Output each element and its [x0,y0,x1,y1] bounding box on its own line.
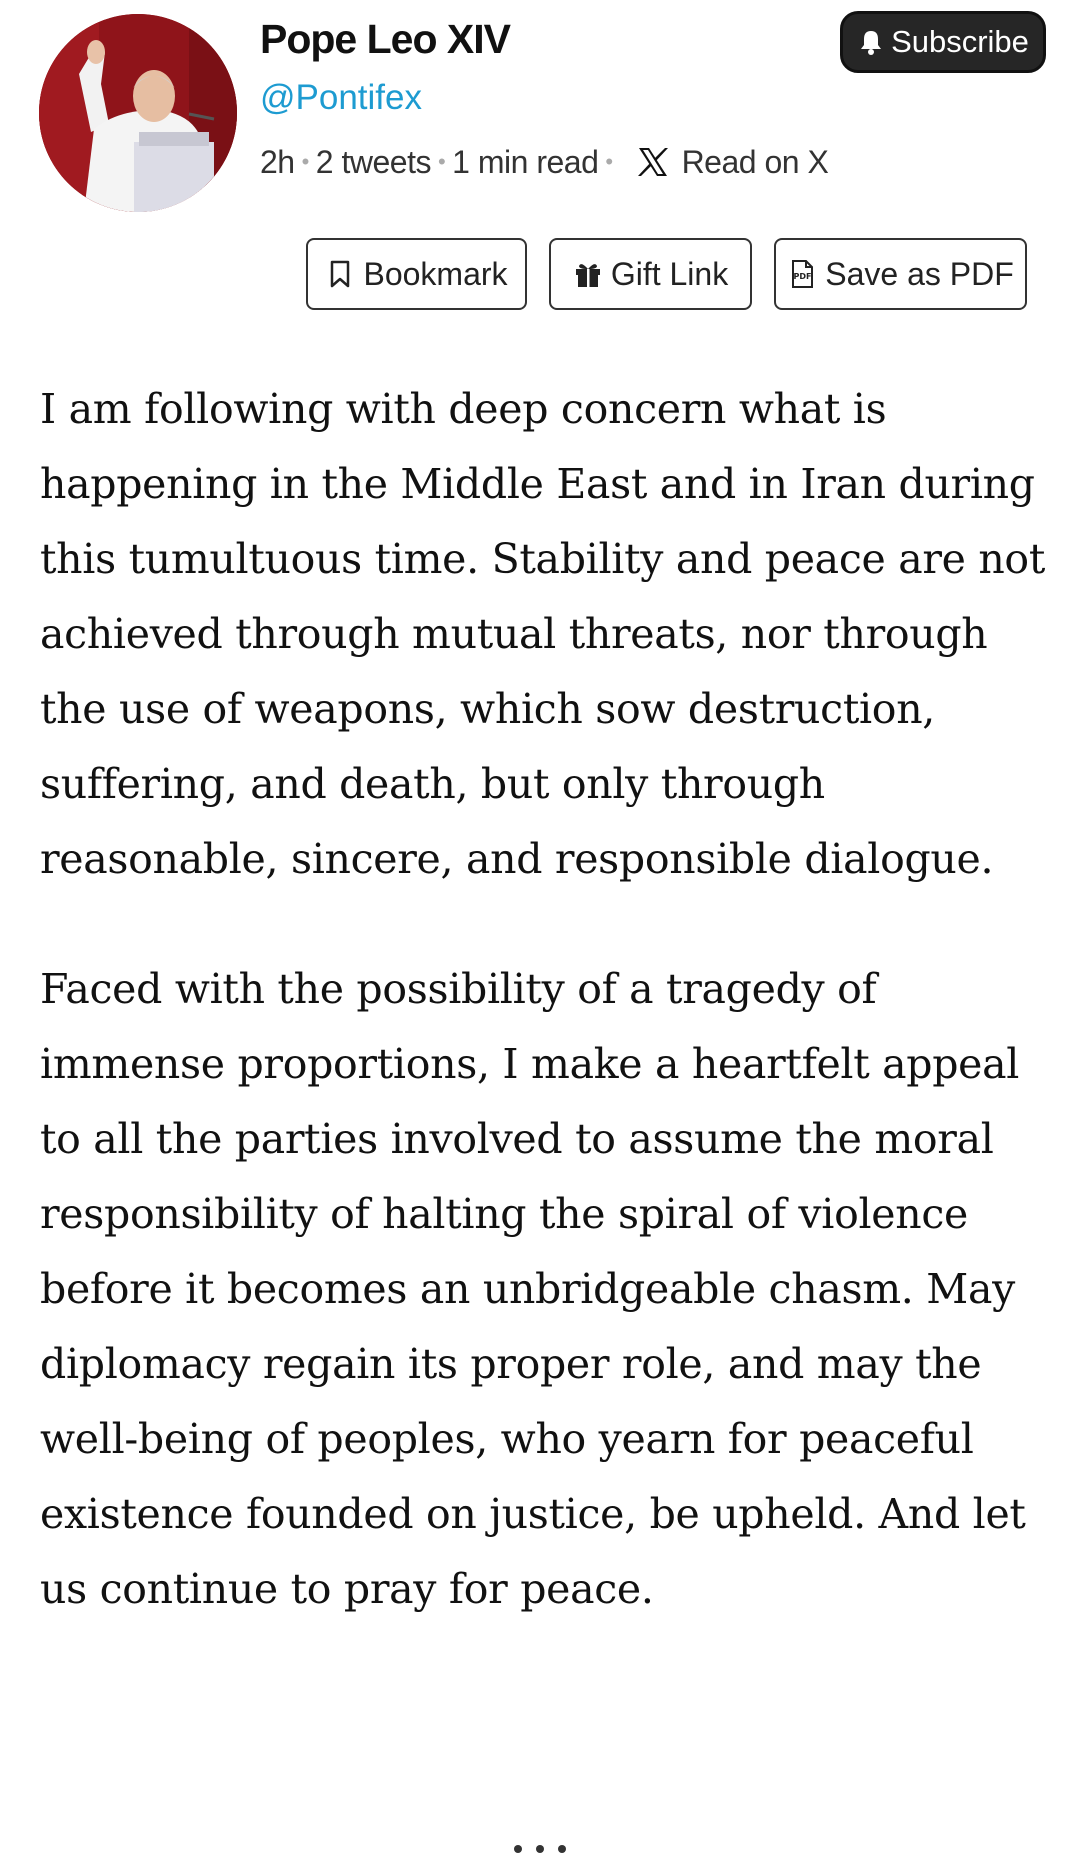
gift-link-label: Gift Link [610,255,729,292]
bookmark-icon [325,259,355,289]
dot [558,1845,566,1853]
dot [514,1845,522,1853]
read-on-x-link[interactable]: Read on X [681,143,829,180]
save-pdf-button[interactable] [774,238,1027,310]
bookmark-button[interactable] [306,238,527,310]
subscribe-button[interactable] [840,11,1046,73]
dot [536,1845,544,1853]
post-time: 2h [260,143,295,180]
subscribe-label: Subscribe [891,24,1029,59]
pdf-file-icon [787,259,817,289]
gift-icon [573,259,603,289]
separator-dot: • [437,149,446,174]
separator-dot: • [301,149,309,174]
thread-header [0,0,1080,330]
more-dots-icon[interactable] [0,1830,1080,1867]
article-paragraph: I am following with deep concern what is happening in the Middle East and in Iran during this tumultuous time. Stability and peace are not achieved through mutual threats, nor through the use of weapons, which sow destruction, suffering, and death, but only through reasonable, sincere, and responsible dialogue. [40,385,1045,883]
save-pdf-label: Save as PDF [825,255,1014,292]
thread-body [40,372,1050,1682]
svg-text:PDF: PDF [793,272,812,281]
author-handle[interactable]: @Pontifex [260,78,422,117]
read-time: 1 min read [452,143,599,180]
tweet-count: 2 tweets [315,143,431,180]
gift-link-button[interactable] [549,238,752,310]
avatar[interactable] [39,14,237,212]
author-name[interactable]: Pope Leo XIV [260,16,510,62]
x-logo-icon[interactable] [636,145,670,179]
thread-meta [260,141,828,183]
separator-dot: • [605,149,613,174]
bell-icon [857,28,885,56]
article-paragraph: Faced with the possibility of a tragedy of immense proportions, I make a heartfelt appeal to all the parties involved to assume the moral responsibility of halting the spiral of violence before it becomes an unbridgeable chasm. May diplomacy regain its proper role, and may the well-being of peoples, who yearn for peaceful existence founded on justice, be upheld. And let us continue to pray for peace. [40,965,1026,1613]
bookmark-label: Bookmark [363,255,508,292]
